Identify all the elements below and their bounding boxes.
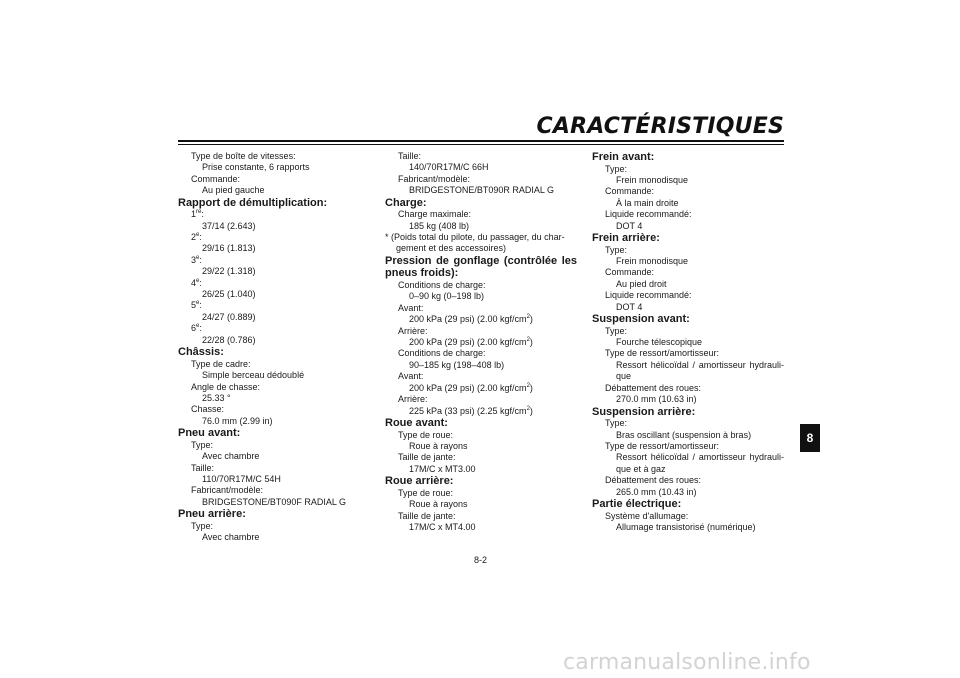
spec-value: Avec chambre — [202, 532, 260, 543]
section-heading-chassis: Châssis: — [178, 346, 224, 359]
spec-label: Conditions de charge: — [398, 280, 486, 291]
spec-label: Fabricant/modèle: — [398, 173, 471, 184]
spec-value: que — [616, 371, 632, 382]
spec-label: Arrière: — [398, 394, 428, 405]
spec-value: Frein monodisque — [616, 175, 689, 185]
spec-value: 110/70R17M/C 54H — [202, 473, 281, 484]
section-heading-front-wheel: Roue avant: — [385, 416, 448, 429]
pressure-value: 200 kPa (29 psi) (2.00 kgf/$cm^2$) — [409, 382, 533, 393]
page-number: 8-2 — [474, 555, 488, 565]
spec-label: Commande: — [605, 267, 655, 278]
spec-label: Débattement des roues: — [605, 382, 702, 393]
spec-value: que et à gaz — [616, 463, 666, 474]
spec-value: BRIDGESTONE/BT090R RADIAL G — [409, 185, 555, 196]
spec-value: DOT 4 — [616, 220, 643, 231]
page-title: CARACTÉRISTIQUES — [536, 114, 784, 139]
section-heading-rear-brake: Frein arrière: — [592, 232, 660, 245]
spec-value: Bras oscillant (suspension à bras) — [616, 429, 752, 440]
section-heading-front-suspension: Suspension avant: — [592, 313, 690, 326]
spec-value: Allumage transistorisé (numérique) — [616, 521, 756, 532]
spec-label: Charge maximale: — [398, 209, 472, 220]
gear-label-2: 2e: — [191, 232, 202, 243]
gear-ratio-6: 22/28 (0.786) — [202, 334, 256, 345]
spec-label: Débattement des roues: — [605, 475, 702, 486]
spec-label: Taille: — [398, 151, 422, 161]
gear-label-1: 1re: — [191, 209, 204, 220]
gear-label-4: 4e: — [191, 277, 202, 288]
spec-column-1 — [178, 151, 368, 544]
spec-value: 17M/C x MT3.00 — [409, 463, 476, 474]
spec-label: Type de boîte de vitesses: — [191, 151, 296, 161]
spec-value: Roue à rayons — [409, 440, 468, 451]
spec-label: Type de roue: — [398, 487, 454, 498]
watermark: carmanualsonline.info — [563, 650, 811, 675]
spec-value: Fourche télescopique — [616, 337, 703, 348]
section-heading-reduction: Rapport de démultiplication: — [178, 196, 328, 209]
section-heading-front-brake: Frein avant: — [592, 151, 655, 163]
footnote-line: gement et des accessoires) — [396, 243, 507, 254]
gear-label-5: 5e: — [191, 300, 202, 311]
spec-value: 270.0 mm (10.63 in) — [616, 394, 697, 405]
spec-value: Au pied droit — [616, 278, 667, 289]
spec-label: Type: — [605, 325, 628, 336]
spec-value: Roue à rayons — [409, 499, 468, 510]
spec-value: Simple berceau dédoublé — [202, 370, 305, 381]
gear-ratio-3: 29/22 (1.318) — [202, 266, 256, 277]
spec-column-2 — [385, 151, 577, 533]
spec-label: Arrière: — [398, 325, 428, 336]
spec-label: Système d'allumage: — [605, 510, 689, 521]
spec-value: 0–90 kg (0–198 lb) — [409, 291, 485, 302]
spec-value: DOT 4 — [616, 301, 643, 312]
spec-value: Ressort hélicoïdal / amortisseur hydrauli- — [616, 452, 784, 463]
header-rule-thick — [178, 140, 784, 142]
spec-value: 25.33 ° — [202, 392, 231, 403]
pressure-value: 200 kPa (29 psi) (2.00 kgf/$cm^2$) — [409, 314, 533, 325]
spec-label: Commande: — [191, 173, 241, 184]
spec-column-3 — [592, 151, 784, 533]
spec-value: BRIDGESTONE/BT090F RADIAL G — [202, 496, 347, 507]
spec-value: Avec chambre — [202, 451, 260, 462]
pressure-value: 225 kPa (33 psi) (2.25 kgf/$cm^2$) — [409, 405, 533, 416]
spec-label: Taille de jante: — [398, 452, 456, 463]
spec-value: 76.0 mm (2.99 in) — [202, 415, 273, 426]
spec-label: Type de ressort/amortisseur: — [605, 440, 720, 451]
spec-value: 17M/C x MT4.00 — [409, 521, 476, 532]
spec-label: Commande: — [605, 186, 655, 197]
pressure-value: 200 kPa (29 psi) (2.00 kgf/$cm^2$) — [409, 337, 533, 348]
section-heading-load: Charge: — [385, 196, 427, 209]
spec-value: 90–185 kg (198–408 lb) — [409, 359, 505, 370]
spec-value: Ressort hélicoïdal / amortisseur hydrauli- — [616, 359, 784, 370]
spec-value: Prise constante, 6 rapports — [202, 162, 310, 173]
section-heading-pressure-cont: pneus froids): — [385, 267, 459, 280]
spec-label: Liquide recommandé: — [605, 290, 692, 301]
spec-label: Avant: — [398, 371, 424, 382]
gear-ratio-2: 29/16 (1.813) — [202, 243, 256, 254]
spec-value: 265.0 mm (10.43 in) — [616, 486, 697, 497]
spec-label: Conditions de charge: — [398, 348, 486, 359]
gear-label-6: 6e: — [191, 323, 202, 334]
gear-label-3: 3e: — [191, 254, 202, 265]
spec-value: À la main droite — [616, 197, 679, 208]
section-heading-rear-wheel: Roue arrière: — [385, 475, 454, 488]
spec-label: Type de ressort/amortisseur: — [605, 348, 720, 359]
gear-ratio-1: 37/14 (2.643) — [202, 220, 256, 231]
spec-value: 140/70R17M/C 66H — [409, 162, 489, 173]
section-heading-pressure: Pression de gonflage (contrôlée les — [385, 254, 577, 267]
footnote-line: * (Poids total du pilote, du passager, du char- — [385, 232, 565, 243]
chapter-tab: 8 — [800, 424, 820, 452]
spec-label: Chasse: — [191, 404, 225, 415]
spec-label: Type: — [605, 244, 628, 255]
section-heading-electrical: Partie électrique: — [592, 497, 682, 510]
spec-label: Angle de chasse: — [191, 381, 261, 392]
spec-label: Fabricant/modèle: — [191, 485, 264, 496]
spec-label: Type de roue: — [398, 429, 454, 440]
section-heading-rear-suspension: Suspension arrière: — [592, 405, 696, 418]
spec-label: Type: — [191, 439, 214, 450]
spec-label: Taille: — [191, 462, 215, 473]
header-rule-thin — [178, 144, 784, 145]
spec-label: Type de cadre: — [191, 358, 251, 369]
spec-label: Liquide recommandé: — [605, 209, 692, 220]
spec-label: Type: — [191, 520, 214, 531]
spec-label: Taille de jante: — [398, 510, 456, 521]
spec-label: Type: — [605, 418, 628, 429]
spec-label: Avant: — [398, 302, 424, 313]
section-heading-rear-tire: Pneu arrière: — [178, 508, 246, 521]
gear-ratio-4: 26/25 (1.040) — [202, 289, 256, 300]
gear-ratio-5: 24/27 (0.889) — [202, 311, 256, 322]
spec-value: Frein monodisque — [616, 256, 689, 267]
spec-value: Au pied gauche — [202, 185, 265, 196]
spec-label: Type: — [605, 163, 628, 174]
section-heading-front-tire: Pneu avant: — [178, 427, 241, 440]
spec-value: 185 kg (408 lb) — [409, 220, 470, 231]
